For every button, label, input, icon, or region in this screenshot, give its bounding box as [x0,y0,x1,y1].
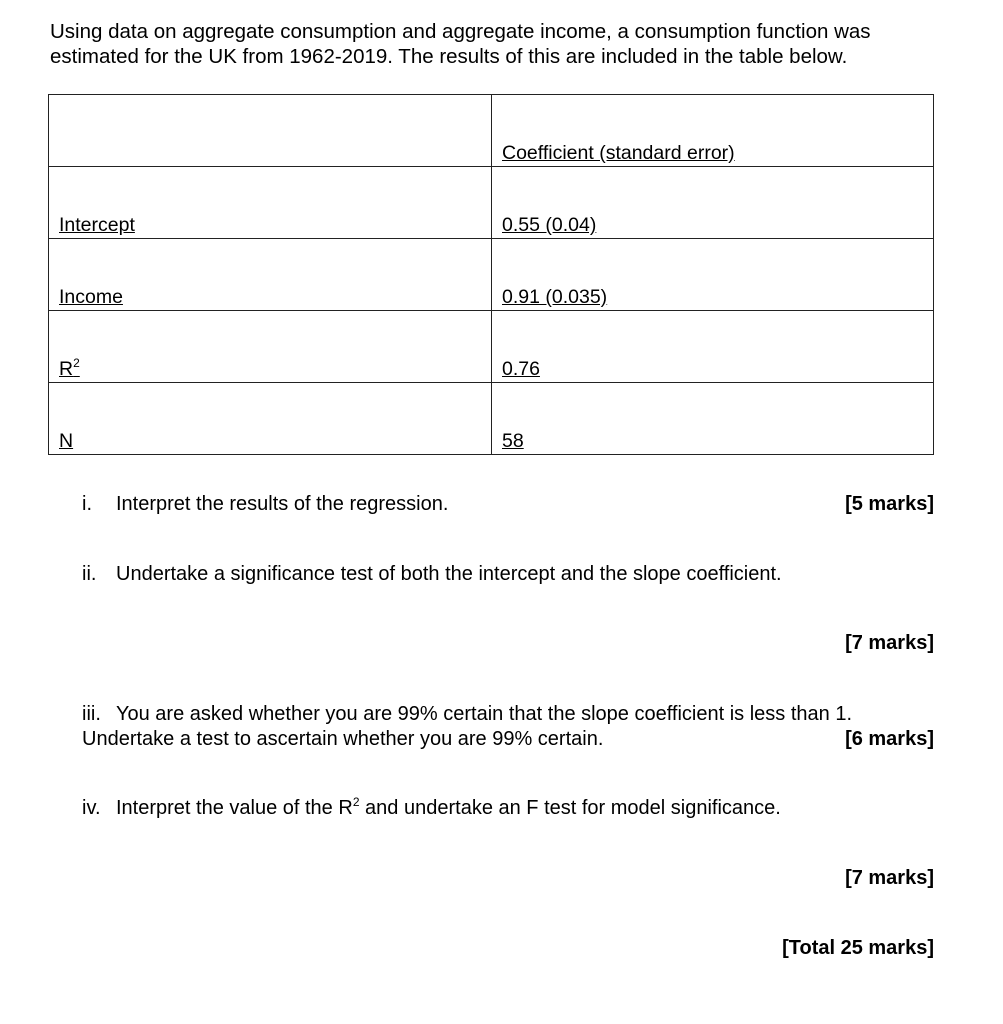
intro-paragraph: Using data on aggregate consumption and aggregate income, a consumption function was estimated for the UK from 1962-2019. The results of this are included in the table below. [50,20,871,68]
question-number: iv. [82,797,101,819]
question-text-line1: You are asked whether you are 99% certain that the slope coefficient is less than 1. [116,703,853,725]
header-label-cell [49,95,492,167]
row-value: 0.55 (0.04) [502,214,597,236]
row-value: 58 [502,430,524,452]
question-ii-marks: [7 marks] [845,632,934,654]
question-text-after: and undertake an F test for model significance. [359,797,781,819]
table-header-row [49,95,934,167]
question-r-superscript: 2 [352,795,360,809]
row-label-cell [49,383,492,455]
row-value-cell [492,239,934,311]
r-superscript: 2 [73,356,80,370]
question-text: Undertake a significance test of both the intercept and the slope coefficient. [116,563,782,585]
question-iv [82,796,934,821]
row-value-cell [492,383,934,455]
question-text: Interpret the results of the regression. [116,493,449,515]
question-number: ii. [82,563,97,585]
r-letter: R [59,358,74,380]
row-label: Intercept [59,214,135,236]
row-label: N [59,430,74,452]
table-row [49,239,934,311]
regression-table [48,94,934,455]
row-label [59,358,80,380]
table-row [49,311,934,383]
header-coefficient-cell [492,95,934,167]
row-value: 0.91 (0.035) [502,286,608,308]
row-label: Income [59,286,123,308]
total-marks: [Total 25 marks] [782,937,934,959]
table-row [49,167,934,239]
question-text-line2: Undertake a test to ascertain whether you are 99% certain. [82,728,604,750]
question-ii [82,562,934,587]
question-iv-marks: [7 marks] [845,867,934,889]
question-i-marks: [5 marks] [845,493,934,515]
question-iii-marks: [6 marks] [845,728,934,750]
row-label-cell [49,167,492,239]
question-iii [82,702,934,752]
row-value-cell [492,167,934,239]
table-row [49,383,934,455]
question-text-before: Interpret the value of the R [116,797,353,819]
row-label-cell [49,311,492,383]
question-i [82,492,934,517]
row-value: 0.76 [502,358,540,380]
question-number: iii. [82,703,101,725]
row-value-cell [492,311,934,383]
coefficient-header: Coefficient (standard error) [502,142,735,164]
row-label-cell [49,239,492,311]
question-number: i. [82,493,92,515]
